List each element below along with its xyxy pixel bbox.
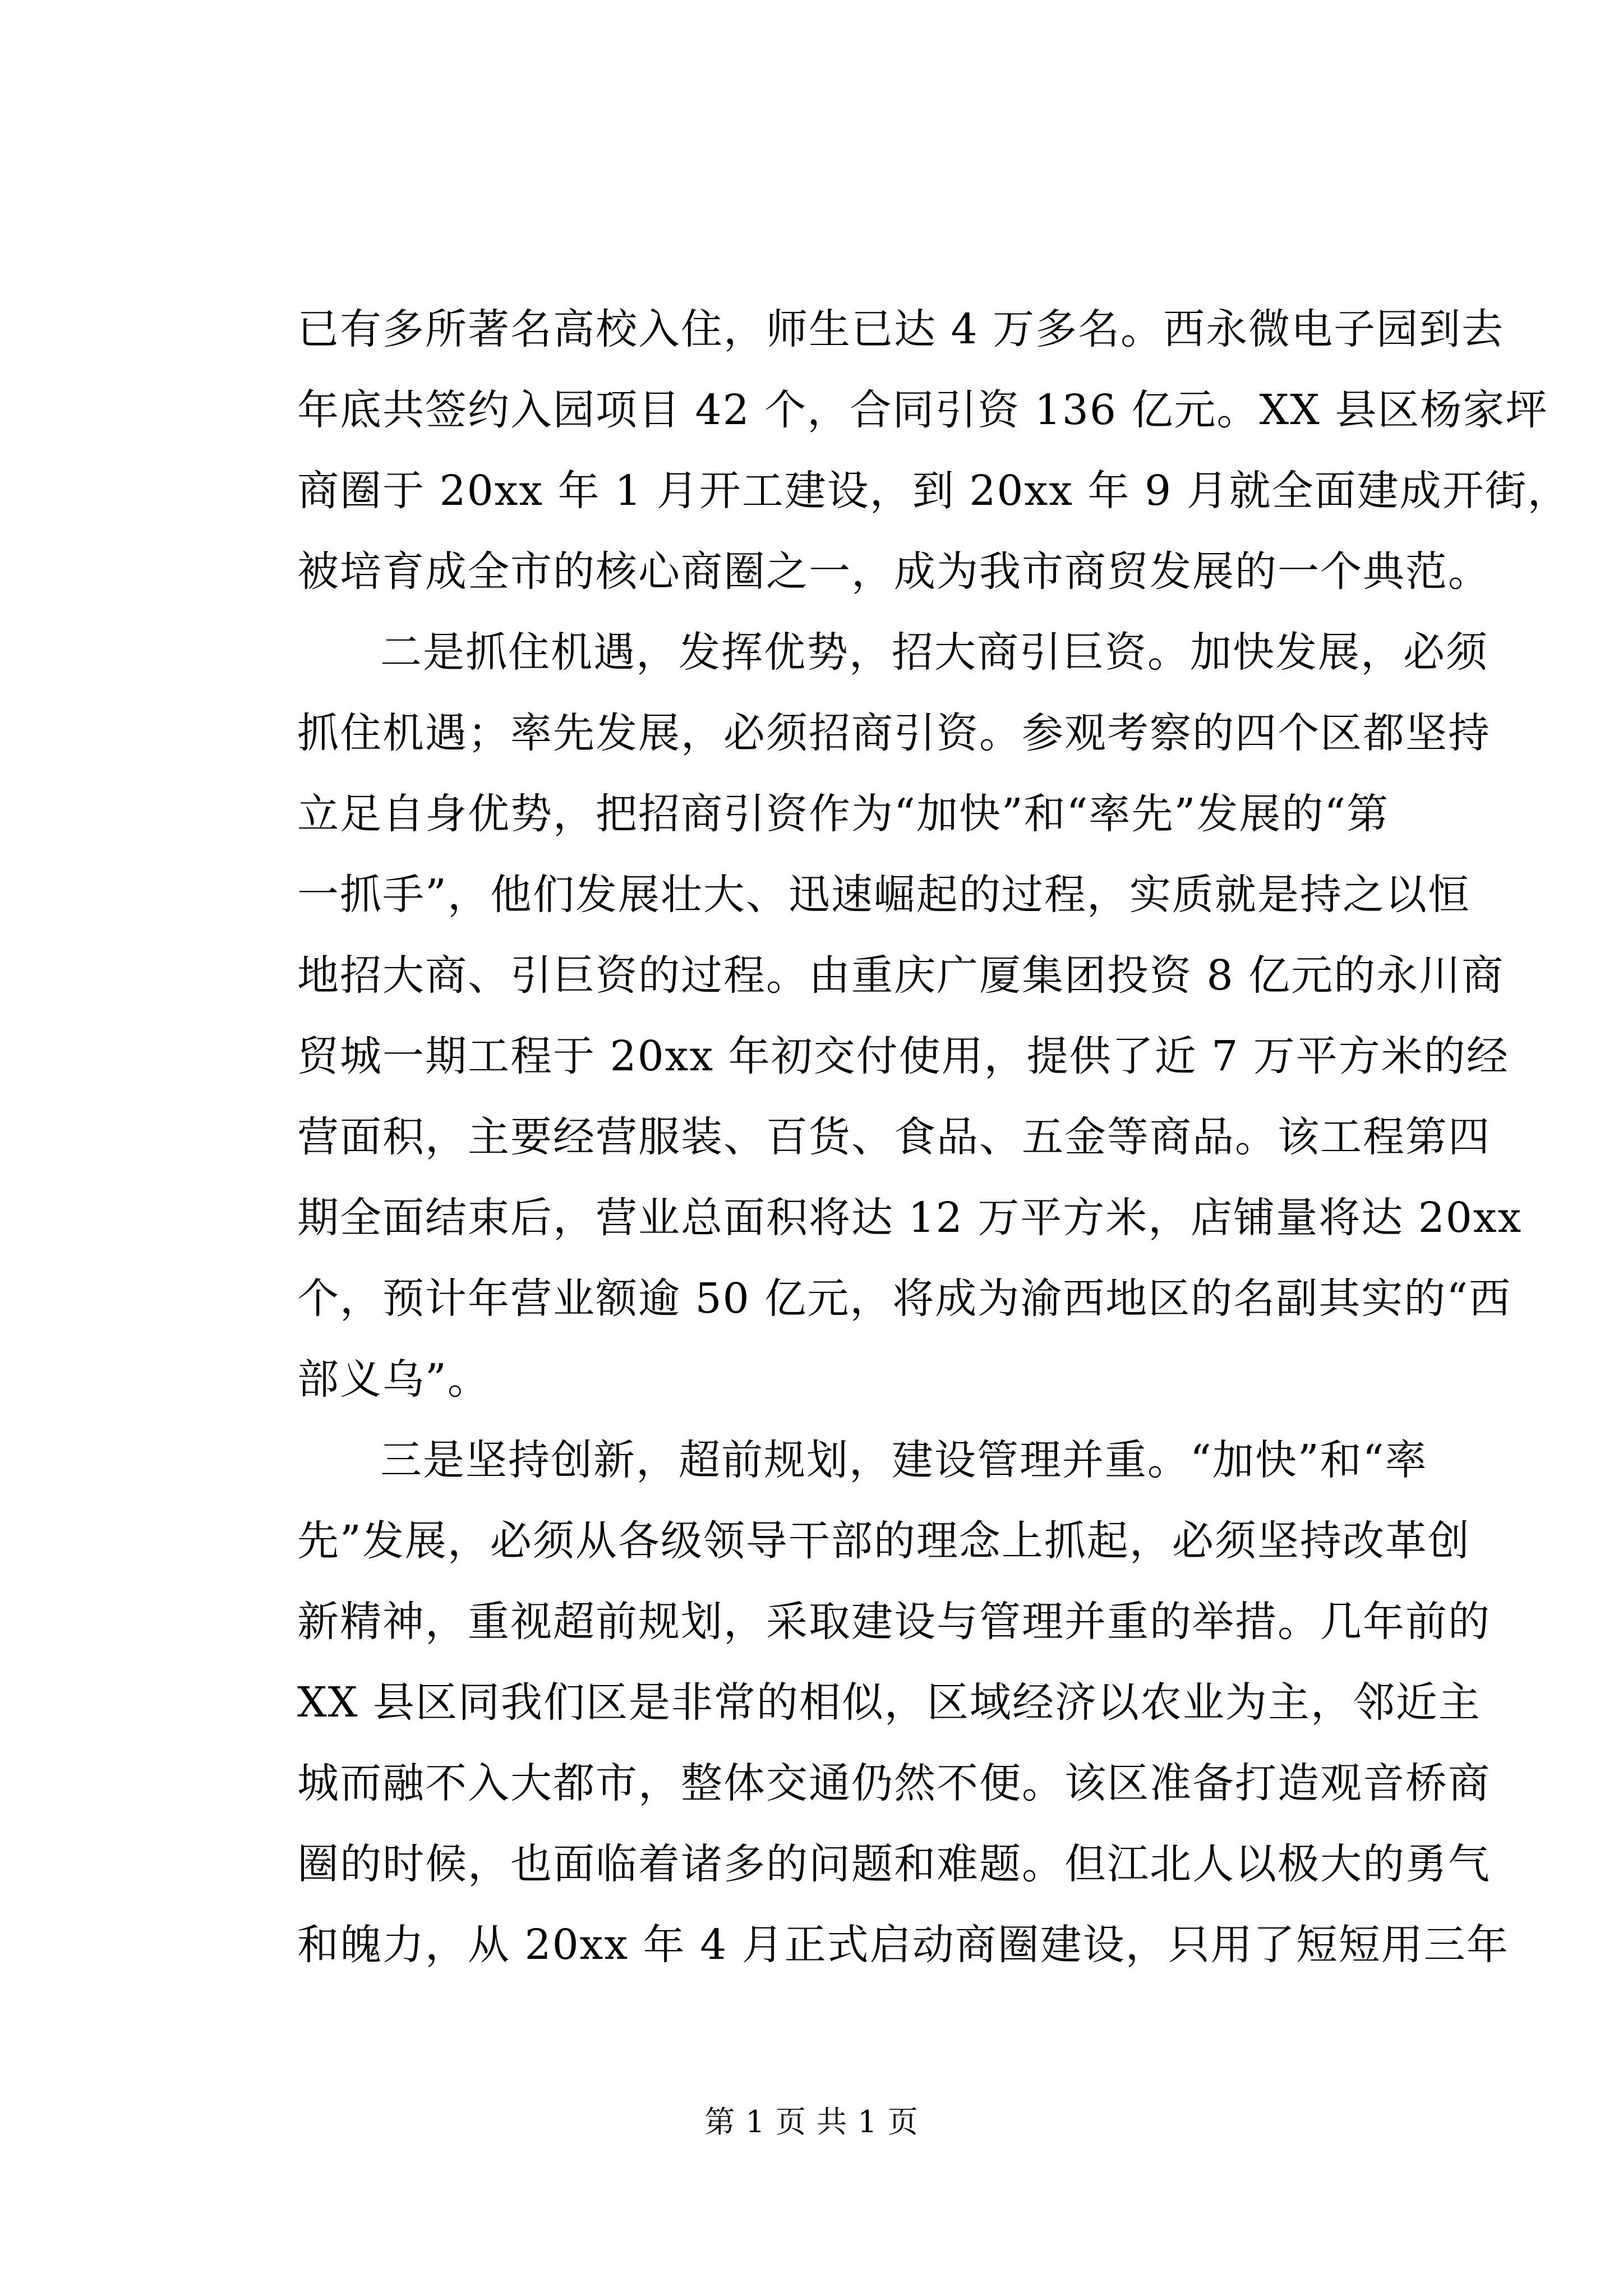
text-line: 和魄力，从 20xx 年 4 月正式启动商圈建设，只用了短短用三年 xyxy=(297,1921,1509,1969)
page-number-label: 第 1 页 共 1 页 xyxy=(704,2104,919,2139)
text-line: 商圈于 20xx 年 1 月开工建设，到 20xx 年 9 月就全面建成开街， xyxy=(297,467,1570,515)
text-line: 个，预计年营业额逾 50 亿元，将成为渝西地区的名副其实的“西 xyxy=(297,1274,1512,1323)
text-line: 城而融不入大都市，整体交通仍然不便。该区准备打造观音桥商 xyxy=(297,1759,1491,1807)
paragraph-3 xyxy=(297,1420,1509,1985)
text-line: 圈的时候，也面临着诸多的问题和难题。但江北人以极大的勇气 xyxy=(297,1840,1491,1888)
text-line: 部义乌”。 xyxy=(297,1355,490,1404)
text-line: 三是坚持创新，超前规划，建设管理并重。“加快”和“率 xyxy=(380,1436,1428,1484)
page-footer xyxy=(0,2102,1623,2142)
text-line: 二是抓住机遇，发挥优势，招大商引巨资。加快发展，必须 xyxy=(380,628,1488,677)
text-line: 新精神，重视超前规划，采取建设与管理并重的举措。几年前的 xyxy=(297,1598,1491,1646)
text-line: 期全面结束后，营业总面积将达 12 万平方米，店铺量将达 20xx xyxy=(297,1194,1523,1242)
text-line: 先”发展，必须从各级领导干部的理念上抓起，必须坚持改革创 xyxy=(297,1517,1470,1565)
body-text xyxy=(297,289,1570,1985)
text-line: XX 县区同我们区是非常的相似，区域经济以农业为主，邻近主 xyxy=(297,1678,1481,1727)
text-line: 地招大商、引巨资的过程。由重庆广厦集团投资 8 亿元的永川商 xyxy=(297,951,1505,1000)
text-line: 立足自身优势，把招商引资作为“加快”和“率先”发展的“第 xyxy=(297,790,1390,838)
paragraph-1 xyxy=(297,289,1570,612)
text-line: 贸城一期工程于 20xx 年初交付使用，提供了近 7 万平方米的经 xyxy=(297,1032,1509,1080)
text-line: 已有多所著名高校入住，师生已达 4 万多名。西永微电子园到去 xyxy=(297,305,1505,353)
paragraph-2 xyxy=(297,612,1523,1420)
text-line: 被培育成全市的核心商圈之一，成为我市商贸发展的一个典范。 xyxy=(297,547,1491,596)
text-line: 年底共签约入园项目 42 个，合同引资 136 亿元。XX 县区杨家坪 xyxy=(297,386,1548,434)
text-line: 一抓手”，他们发展壮大、迅速崛起的过程，实质就是持之以恒 xyxy=(297,871,1470,919)
text-line: 抓住机遇；率先发展，必须招商引资。参观考察的四个区都坚持 xyxy=(297,709,1491,757)
text-line: 营面积，主要经营服装、百货、食品、五金等商品。该工程第四 xyxy=(297,1113,1491,1161)
